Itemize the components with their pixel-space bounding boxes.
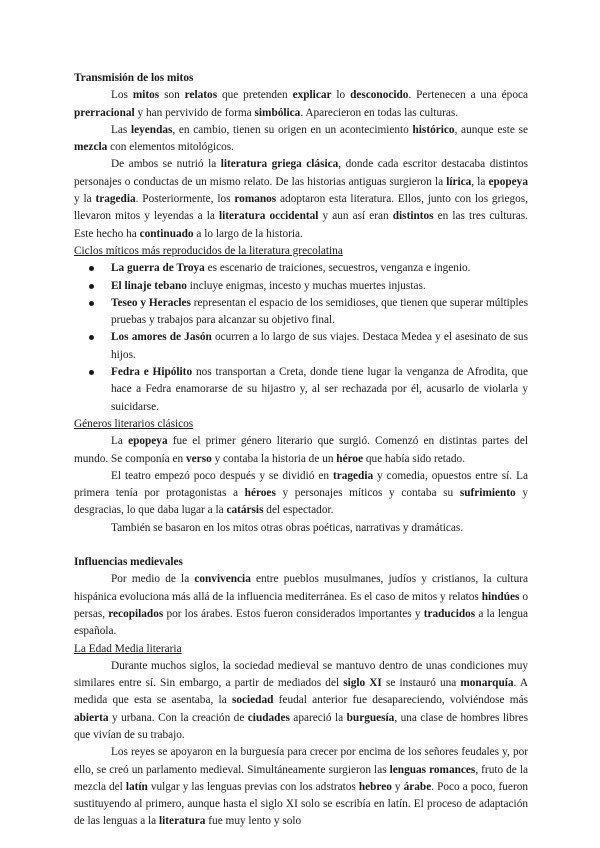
text-run: fue el primer género literario que surgió. Comenzó en distintas partes del mundo. Se componía en	[74, 435, 528, 465]
bold-term: verso	[186, 452, 212, 465]
text-run: con elementos mitológicos.	[107, 141, 235, 154]
text-run: La	[111, 435, 129, 448]
bold-term: relatos	[184, 89, 218, 102]
text-run: ocurren a lo largo de sus viajes. Destaca Medea y el asesinato de sus hijos.	[111, 331, 528, 361]
text-run: y han pervivido de forma	[134, 106, 255, 119]
paragraph	[74, 87, 528, 122]
bold-term: tragedia	[95, 193, 136, 206]
document-page	[74, 70, 528, 831]
bold-term: latín	[125, 780, 148, 793]
text-run: y	[391, 780, 404, 793]
bold-term: distintos	[392, 210, 434, 223]
bold-term: lenguas romances	[389, 763, 476, 776]
bold-term: lírica	[446, 175, 472, 188]
text-run: Durante muchos siglos, la sociedad medieval se mantuvo dentro de unas condiciones muy similares entre sí. Sin embargo, a partir de mediados del	[74, 659, 528, 690]
text-run: se instauró una	[381, 677, 461, 690]
paragraph	[74, 468, 528, 520]
bold-term: romanos	[234, 193, 277, 206]
text-run: o persas,	[74, 590, 528, 620]
text-run: entre pueblos musulmanes, judíos y cristianos, la cultura hispánica evoluciona más allá de la influencia mediterránea. Es el caso de mitos y relatos	[74, 573, 528, 603]
bold-term: El linaje tebano	[111, 279, 187, 292]
paragraph	[74, 433, 528, 468]
text-run: es escenario de traiciones, secuestros, venganza e ingenio.	[204, 262, 471, 275]
text-run: en las tres culturas. Este hecho ha	[74, 210, 529, 240]
text-run: Los reyes se apoyaron en la burguesía para crecer por encima de los señores feudales y, por ello, se creó un parlamento medieval. Simultáneamente surgieron las	[74, 746, 528, 776]
text-run: a lo largo de la historia.	[193, 227, 303, 240]
text-run: y aun así eran	[318, 210, 393, 223]
bold-term: monarquía	[460, 677, 514, 690]
bold-term: abierta	[74, 711, 109, 724]
text-run: incluye enigmas, incesto y muchas muertes injustas.	[186, 279, 426, 292]
paragraph	[74, 122, 528, 157]
bold-term: mezcla	[74, 141, 108, 154]
bold-term: burguesía	[346, 711, 395, 724]
paragraph	[74, 156, 528, 242]
bold-term: literatura occidental	[218, 210, 319, 223]
text-run: y personajes míticos y contaba su	[275, 487, 460, 500]
heading-influencias: Influencias medievales	[74, 556, 183, 569]
bold-term: mitos	[132, 89, 160, 102]
text-run: Por medio de la	[111, 573, 195, 586]
text-run: apareció la	[289, 711, 347, 724]
bold-term: héroe	[336, 452, 364, 465]
list-item	[111, 329, 528, 364]
text-run: De ambos se nutrió la	[111, 158, 221, 171]
text-run: y comedia, opuestos entre sí. La primera tenía por protagonistas a	[74, 469, 528, 500]
bold-term: catársis	[226, 504, 264, 517]
text-run: y desgracias, lo que daba lugar a la	[74, 487, 529, 517]
text-run: El teatro empezó poco después y se dividió en	[111, 469, 333, 482]
bold-term: árabe	[403, 780, 432, 793]
list-item	[111, 278, 528, 295]
bold-term: recopilados	[108, 607, 164, 620]
bold-term: simbólica	[254, 106, 301, 119]
text-run: que pretenden	[217, 89, 293, 102]
bold-term: siglo XI	[343, 677, 382, 690]
text-run: nos transportan a Creta, donde tiene lugar la venganza de Afrodita, que hace a Fedra enamorarse de su hijastro y, al ser rechazada por él, acusarlo de violarla y suicidarse.	[111, 366, 528, 413]
text-run: , donde cada escritor destacaba distintos personajes o conductas de un mismo relato. De las historias antiguas surgieron la	[74, 158, 528, 188]
text-run: , aunque este se	[454, 123, 528, 136]
bold-term: Fedra e Hipólito	[111, 366, 193, 379]
bold-term: hindúes	[481, 590, 520, 603]
list-item	[111, 295, 528, 330]
text-run: y la	[74, 193, 96, 206]
text-run: , en cambio, tienen su origen en un acontecimiento	[172, 123, 413, 136]
bold-term: ciudades	[247, 711, 290, 724]
bold-term: Los amores de Jasón	[111, 331, 212, 344]
text-run: , la	[471, 175, 489, 188]
heading-transmision: Transmisión de los mitos	[74, 72, 194, 84]
bold-term: histórico	[412, 123, 455, 136]
text-run: por los árabes. Estos fueron considerados importantes y	[163, 607, 424, 620]
bold-term: hebreo	[358, 780, 392, 793]
text-run: . A medida que esta se asentaba, la	[74, 677, 528, 707]
text-run: a la lengua española.	[74, 607, 528, 638]
bold-term: literatura	[159, 815, 206, 828]
text-run: fue muy lento y solo	[205, 815, 302, 828]
text-run: del espectador.	[263, 504, 334, 517]
list-item	[111, 364, 528, 416]
bold-term: desconocido	[350, 89, 409, 102]
text-run: y contaba la historia de un	[211, 452, 337, 465]
text-run: Los	[111, 89, 133, 102]
bold-term: Teseo y Heracles	[111, 296, 191, 309]
text-run: . Pertenecen a una época	[408, 89, 529, 102]
spacer	[74, 537, 528, 554]
text-run: También se basaron en los mitos otras obras poéticas, narrativas y dramáticas.	[111, 521, 464, 534]
bold-term: epopeya	[488, 175, 528, 188]
paragraph	[74, 658, 528, 744]
bold-term: leyendas	[130, 123, 173, 136]
text-run: , una clase de hombres libres que vivían de su trabajo.	[74, 711, 528, 741]
myth-cycles-list	[74, 260, 528, 416]
text-run: y urbana. Con la creación de	[108, 711, 248, 724]
text-run: vulgar y las lenguas previas con los adstratos	[147, 780, 359, 793]
text-run: . Poco a poco, fueron sustituyendo al primero, aunque hasta el siglo XI solo se escribía en latín. El proceso de adaptación de las lenguas a la	[74, 780, 529, 828]
text-run: , fruto de la mezcla del	[74, 763, 528, 793]
bold-term: traducidos	[423, 607, 476, 620]
bold-term: literatura griega clásica	[220, 158, 339, 171]
text-run: feudal anterior fue desapareciendo, volviéndose más	[273, 694, 528, 707]
text-run: . Posteriormente, los	[135, 193, 235, 206]
bold-term: sufrimiento	[459, 487, 516, 500]
text-run: que había sido retado.	[363, 452, 466, 465]
paragraph	[74, 571, 528, 640]
subheading-edad-media: La Edad Media literaria	[74, 642, 182, 655]
bold-term: convivencia	[194, 573, 251, 586]
bold-term: prerracional	[74, 106, 135, 119]
bold-term: tragedia	[332, 469, 374, 482]
subheading-generos: Géneros literarios clásicos	[74, 417, 194, 430]
text-run: representan el espacio de los semidioses, que tienen que superar múltiples pruebas y trabajos para alcanzar su objetivo final.	[111, 296, 528, 327]
bold-term: continuado	[139, 227, 194, 240]
text-run: son	[159, 89, 185, 102]
bold-term: La guerra de Troya	[111, 262, 205, 275]
text-run: . Aparecieron en todas las culturas.	[300, 106, 459, 119]
list-item	[111, 260, 528, 277]
bold-term: héroes	[244, 487, 276, 500]
subheading-ciclos: Ciclos míticos más reproducidos de la literatura grecolatina	[74, 244, 343, 257]
paragraph	[74, 744, 528, 830]
text-run: lo	[331, 89, 351, 102]
text-run: Las	[111, 123, 131, 136]
paragraph	[74, 520, 528, 537]
bold-term: epopeya	[128, 435, 168, 448]
text-run: adoptaron esta literatura. Ellos, junto con los griegos, llevaron mitos y leyendas a la	[74, 193, 529, 223]
bold-term: sociedad	[231, 694, 274, 707]
bold-term: explicar	[292, 89, 332, 102]
